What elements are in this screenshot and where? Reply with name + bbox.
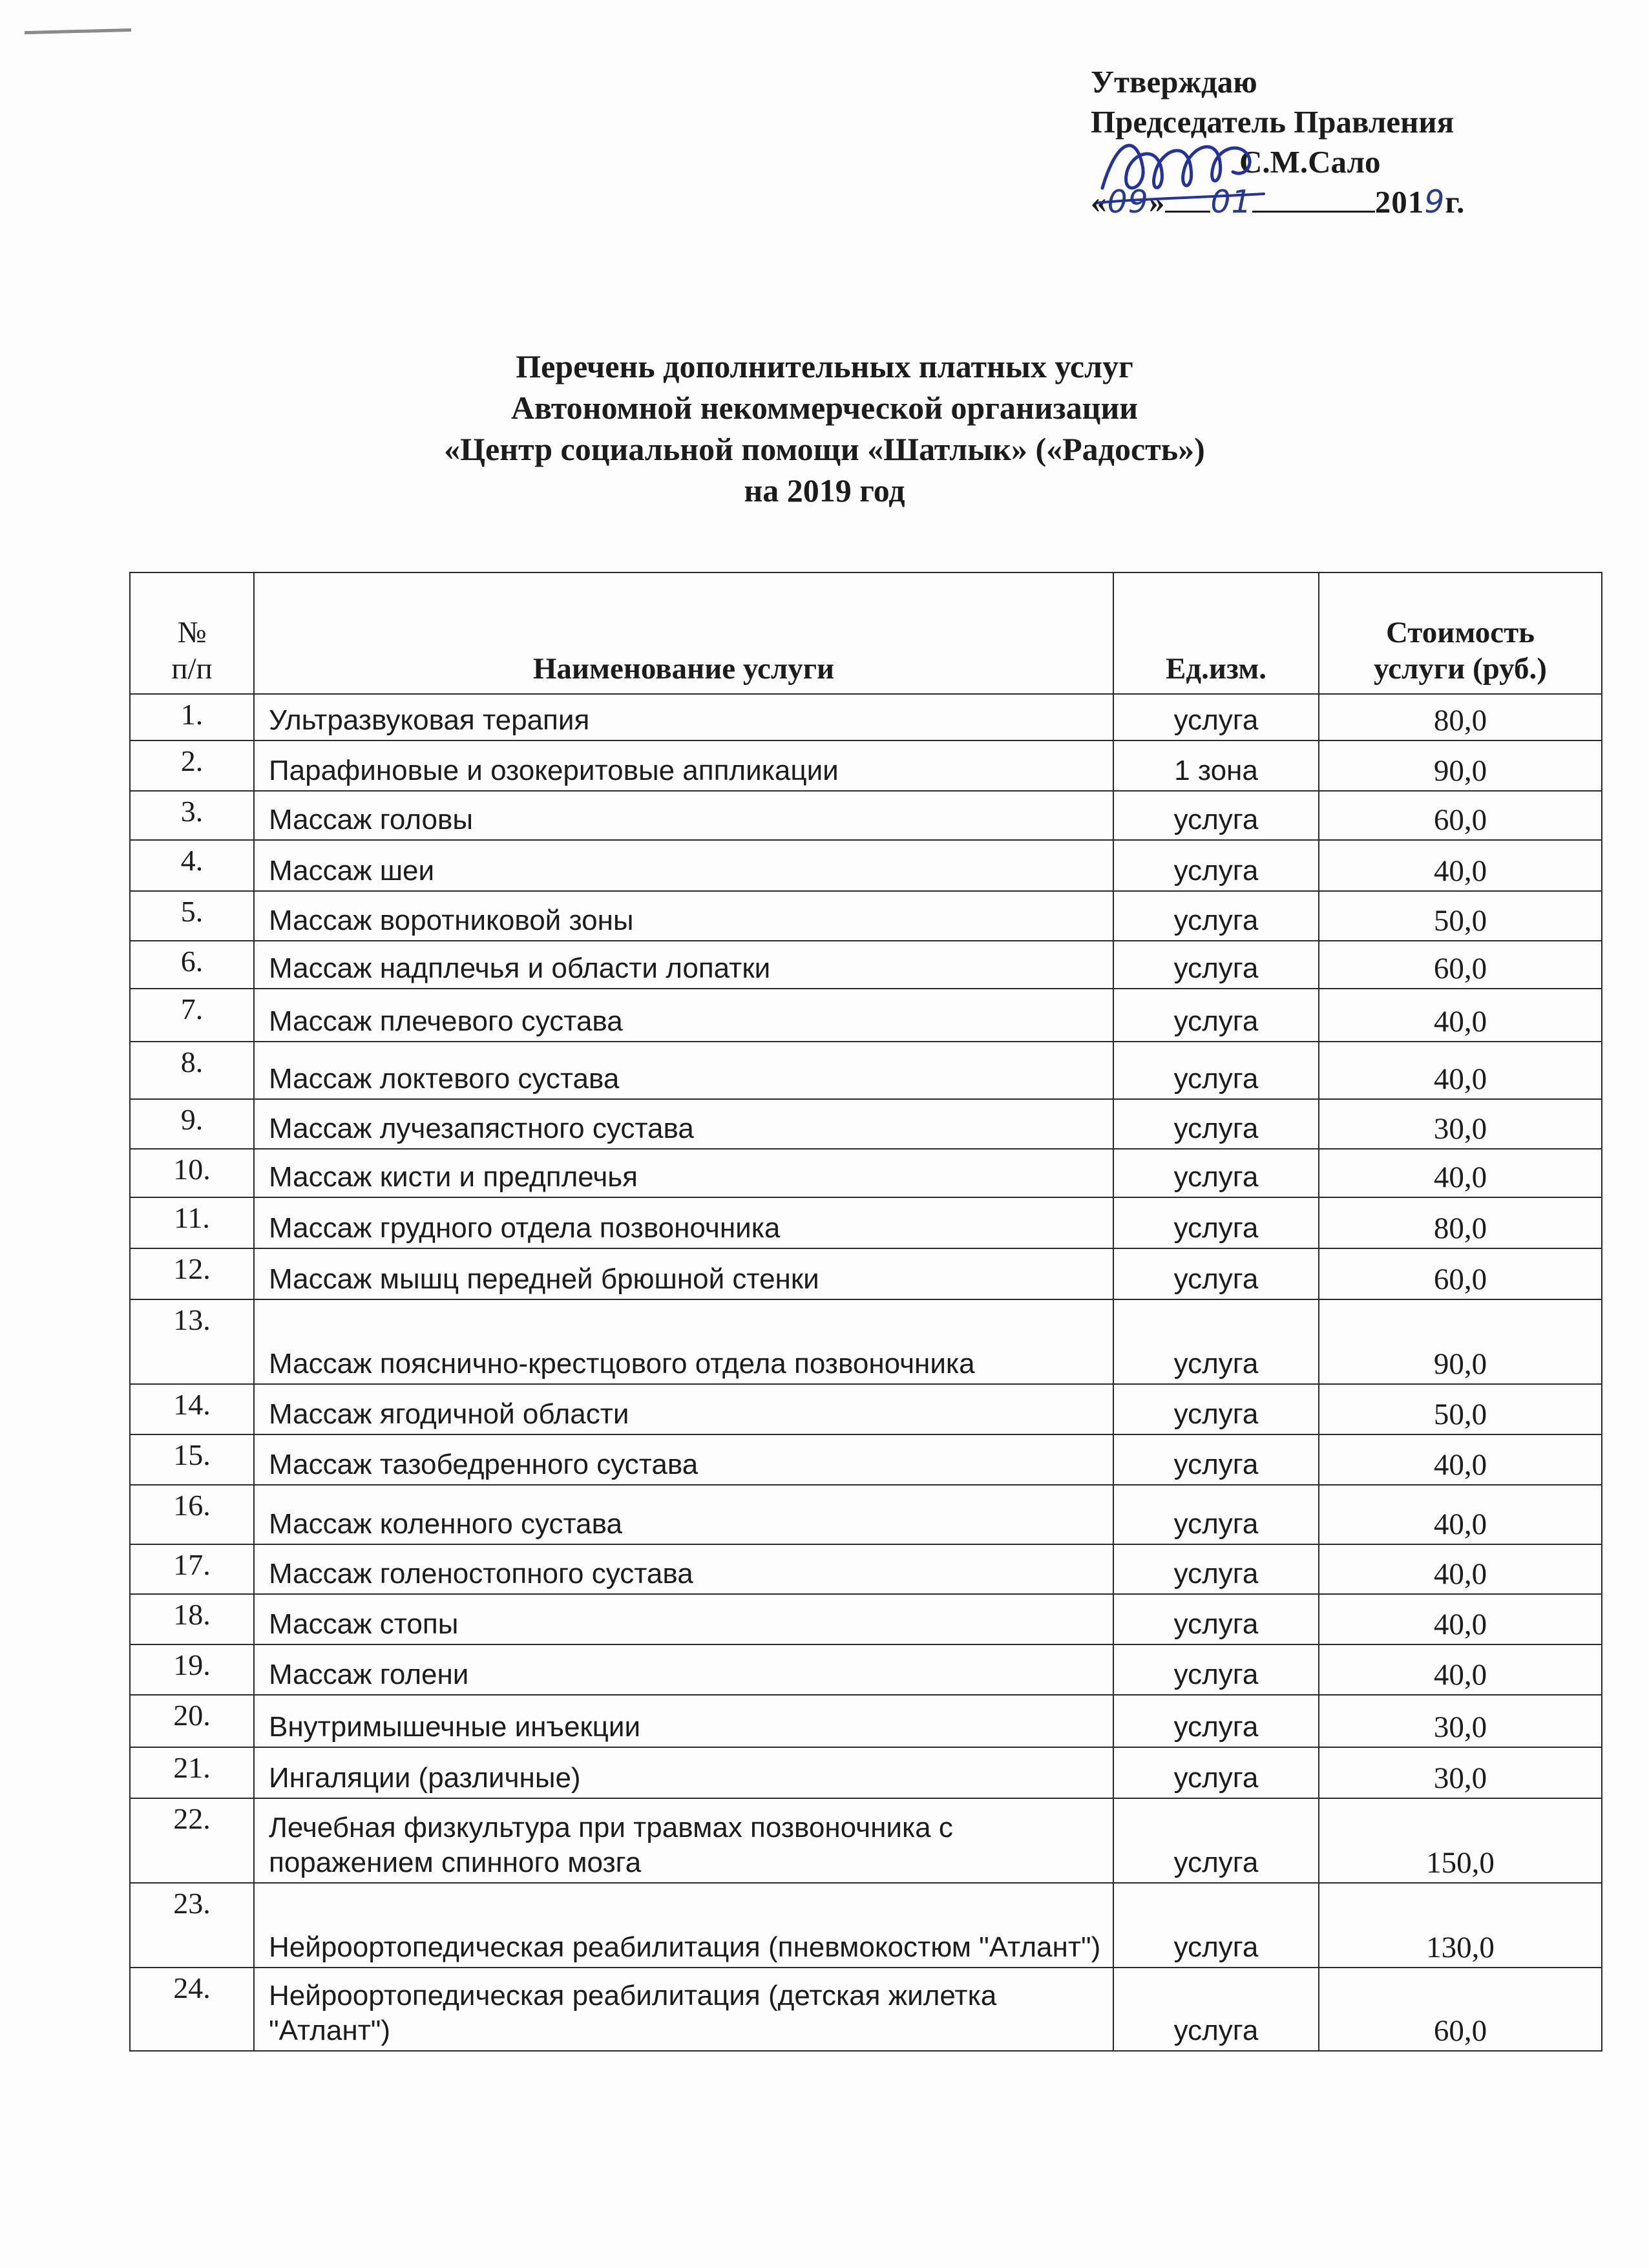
table-row bbox=[130, 1883, 1602, 1968]
document-title bbox=[0, 346, 1649, 511]
service-price: 40,0 bbox=[1319, 989, 1602, 1042]
service-price: 90,0 bbox=[1319, 740, 1602, 791]
service-name: Внутримышечные инъекции bbox=[254, 1695, 1113, 1747]
header-number bbox=[130, 572, 254, 694]
row-number: 15. bbox=[130, 1434, 254, 1485]
table-row bbox=[130, 740, 1602, 791]
service-name: Ультразвуковая терапия bbox=[254, 694, 1113, 740]
row-number: 12. bbox=[130, 1248, 254, 1299]
date-quote-open: « bbox=[1091, 184, 1108, 220]
table-row bbox=[130, 694, 1602, 740]
table-row bbox=[130, 1968, 1602, 2051]
table-row bbox=[130, 1099, 1602, 1149]
service-unit: услуга bbox=[1113, 1594, 1319, 1644]
service-unit: услуга bbox=[1113, 1747, 1319, 1798]
service-price: 40,0 bbox=[1319, 840, 1602, 891]
service-price: 60,0 bbox=[1319, 941, 1602, 989]
date-blank-2 bbox=[1252, 211, 1375, 213]
service-name: Ингаляции (различные) bbox=[254, 1747, 1113, 1798]
service-name: Лечебная физкультура при травмах позвоночника с поражением спинного мозга bbox=[254, 1798, 1113, 1883]
service-name: Массаж головы bbox=[254, 791, 1113, 840]
table-row bbox=[130, 1798, 1602, 1883]
row-number: 23. bbox=[130, 1883, 254, 1968]
service-name: Массаж ягодичной области bbox=[254, 1384, 1113, 1434]
service-name: Массаж плечевого сустава bbox=[254, 989, 1113, 1042]
title-line-1: Перечень дополнительных платных услуг bbox=[516, 348, 1133, 384]
service-name: Массаж коленного сустава bbox=[254, 1485, 1113, 1544]
table-row bbox=[130, 1149, 1602, 1197]
service-price: 60,0 bbox=[1319, 1968, 1602, 2051]
service-price: 80,0 bbox=[1319, 1197, 1602, 1248]
service-price: 40,0 bbox=[1319, 1594, 1602, 1644]
service-price: 40,0 bbox=[1319, 1434, 1602, 1485]
row-number: 1. bbox=[130, 694, 254, 740]
row-number: 8. bbox=[130, 1042, 254, 1099]
service-price: 60,0 bbox=[1319, 1248, 1602, 1299]
date-year-prefix: 201 bbox=[1374, 184, 1425, 220]
service-unit: услуга bbox=[1113, 1434, 1319, 1485]
services-table bbox=[129, 572, 1602, 2052]
service-unit: услуга bbox=[1113, 1248, 1319, 1299]
row-number: 20. bbox=[130, 1695, 254, 1747]
service-name: Массаж надплечья и области лопатки bbox=[254, 941, 1113, 989]
row-number: 9. bbox=[130, 1099, 254, 1149]
service-unit: услуга bbox=[1113, 1384, 1319, 1434]
table-row bbox=[130, 1485, 1602, 1544]
service-price: 60,0 bbox=[1319, 791, 1602, 840]
service-price: 40,0 bbox=[1319, 1149, 1602, 1197]
row-number: 17. bbox=[130, 1544, 254, 1594]
approval-signer: С.М.Сало bbox=[1239, 144, 1381, 180]
approval-heading: Утверждаю bbox=[1091, 64, 1257, 100]
table-row bbox=[130, 1747, 1602, 1798]
service-unit: услуга bbox=[1113, 1042, 1319, 1099]
service-unit: услуга bbox=[1113, 1099, 1319, 1149]
row-number: 4. bbox=[130, 840, 254, 891]
service-price: 150,0 bbox=[1319, 1798, 1602, 1883]
table-row bbox=[130, 1644, 1602, 1695]
service-unit: услуга bbox=[1113, 1644, 1319, 1695]
header-price-line-1: Стоимость bbox=[1385, 616, 1535, 649]
table-row bbox=[130, 1248, 1602, 1299]
approval-position: Председатель Правления bbox=[1091, 104, 1455, 140]
service-name: Массаж голеностопного сустава bbox=[254, 1544, 1113, 1594]
date-day: 09 bbox=[1107, 184, 1149, 220]
service-name: Нейроортопедическая реабилитация (пневмокостюм "Атлант") bbox=[254, 1883, 1113, 1968]
service-price: 50,0 bbox=[1319, 1384, 1602, 1434]
service-name: Нейроортопедическая реабилитация (детская жилетка "Атлант") bbox=[254, 1968, 1113, 2051]
service-unit: услуга bbox=[1113, 1544, 1319, 1594]
table-row bbox=[130, 1594, 1602, 1644]
service-name: Массаж кисти и предплечья bbox=[254, 1149, 1113, 1197]
row-number: 10. bbox=[130, 1149, 254, 1197]
service-unit: услуга bbox=[1113, 989, 1319, 1042]
table-row bbox=[130, 840, 1602, 891]
date-quote-close: » bbox=[1148, 184, 1166, 220]
header-price bbox=[1319, 572, 1602, 694]
service-price: 80,0 bbox=[1319, 694, 1602, 740]
service-price: 50,0 bbox=[1319, 891, 1602, 941]
row-number: 24. bbox=[130, 1968, 254, 2051]
table-row bbox=[130, 1042, 1602, 1099]
row-number: 11. bbox=[130, 1197, 254, 1248]
table-row bbox=[130, 1299, 1602, 1384]
table-header-row bbox=[130, 572, 1602, 694]
service-name: Массаж локтевого сустава bbox=[254, 1042, 1113, 1099]
date-month: 01 bbox=[1210, 184, 1252, 220]
service-price: 30,0 bbox=[1319, 1747, 1602, 1798]
signature-underline bbox=[1097, 194, 1264, 203]
service-unit: услуга bbox=[1113, 941, 1319, 989]
service-price: 30,0 bbox=[1319, 1099, 1602, 1149]
handwritten-signature bbox=[1097, 127, 1265, 224]
service-name: Парафиновые и озокеритовые аппликации bbox=[254, 740, 1113, 791]
service-unit: услуга bbox=[1113, 1695, 1319, 1747]
row-number: 3. bbox=[130, 791, 254, 840]
header-unit: Ед.изм. bbox=[1113, 572, 1319, 694]
service-unit: услуга bbox=[1113, 1883, 1319, 1968]
table-row bbox=[130, 989, 1602, 1042]
row-number: 18. bbox=[130, 1594, 254, 1644]
service-price: 90,0 bbox=[1319, 1299, 1602, 1384]
service-name: Массаж шеи bbox=[254, 840, 1113, 891]
service-name: Массаж воротниковой зоны bbox=[254, 891, 1113, 941]
service-unit: услуга bbox=[1113, 1149, 1319, 1197]
service-name: Массаж мышц передней брюшной стенки bbox=[254, 1248, 1113, 1299]
service-price: 40,0 bbox=[1319, 1644, 1602, 1695]
service-unit: услуга bbox=[1113, 1485, 1319, 1544]
service-unit: услуга bbox=[1113, 840, 1319, 891]
service-name: Массаж стопы bbox=[254, 1594, 1113, 1644]
table-row bbox=[130, 1434, 1602, 1485]
service-price: 40,0 bbox=[1319, 1544, 1602, 1594]
scan-artifact-line bbox=[25, 28, 131, 34]
row-number: 22. bbox=[130, 1798, 254, 1883]
table-row bbox=[130, 891, 1602, 941]
title-line-2: Автономной некоммерческой организации bbox=[510, 390, 1139, 426]
service-unit: 1 зона bbox=[1113, 740, 1319, 791]
title-line-4: на 2019 год bbox=[744, 472, 905, 509]
header-service-name: Наименование услуги bbox=[254, 572, 1113, 694]
row-number: 16. bbox=[130, 1485, 254, 1544]
service-name: Массаж голени bbox=[254, 1644, 1113, 1695]
row-number: 5. bbox=[130, 891, 254, 941]
service-name: Массаж тазобедренного сустава bbox=[254, 1434, 1113, 1485]
row-number: 2. bbox=[130, 740, 254, 791]
date-year-suffix: 9 bbox=[1424, 184, 1445, 220]
service-unit: услуга bbox=[1113, 694, 1319, 740]
service-price: 130,0 bbox=[1319, 1883, 1602, 1968]
service-unit: услуга bbox=[1113, 1798, 1319, 1883]
service-price: 30,0 bbox=[1319, 1695, 1602, 1747]
date-year-end: г. bbox=[1445, 184, 1465, 220]
service-unit: услуга bbox=[1113, 1968, 1319, 2051]
service-unit: услуга bbox=[1113, 1197, 1319, 1248]
header-number-symbol: № bbox=[177, 616, 207, 649]
header-number-label: п/п bbox=[171, 652, 213, 686]
service-price: 40,0 bbox=[1319, 1485, 1602, 1544]
row-number: 6. bbox=[130, 941, 254, 989]
title-line-3: «Центр социальной помощи «Шатлык» («Радость») bbox=[444, 431, 1205, 467]
row-number: 14. bbox=[130, 1384, 254, 1434]
table-row bbox=[130, 1544, 1602, 1594]
row-number: 21. bbox=[130, 1747, 254, 1798]
row-number: 13. bbox=[130, 1299, 254, 1384]
table-row bbox=[130, 1695, 1602, 1747]
service-name: Массаж пояснично-крестцового отдела позвоночника bbox=[254, 1299, 1113, 1384]
row-number: 19. bbox=[130, 1644, 254, 1695]
table-row bbox=[130, 941, 1602, 989]
service-name: Массаж грудного отдела позвоночника bbox=[254, 1197, 1113, 1248]
table-row bbox=[130, 791, 1602, 840]
table-row bbox=[130, 1384, 1602, 1434]
table-row bbox=[130, 1197, 1602, 1248]
service-unit: услуга bbox=[1113, 891, 1319, 941]
row-number: 7. bbox=[130, 989, 254, 1042]
signature-stroke bbox=[1102, 145, 1250, 188]
header-price-line-2: услуги (руб.) bbox=[1374, 652, 1547, 686]
service-unit: услуга bbox=[1113, 791, 1319, 840]
service-name: Массаж лучезапястного сустава bbox=[254, 1099, 1113, 1149]
service-unit: услуга bbox=[1113, 1299, 1319, 1384]
service-price: 40,0 bbox=[1319, 1042, 1602, 1099]
